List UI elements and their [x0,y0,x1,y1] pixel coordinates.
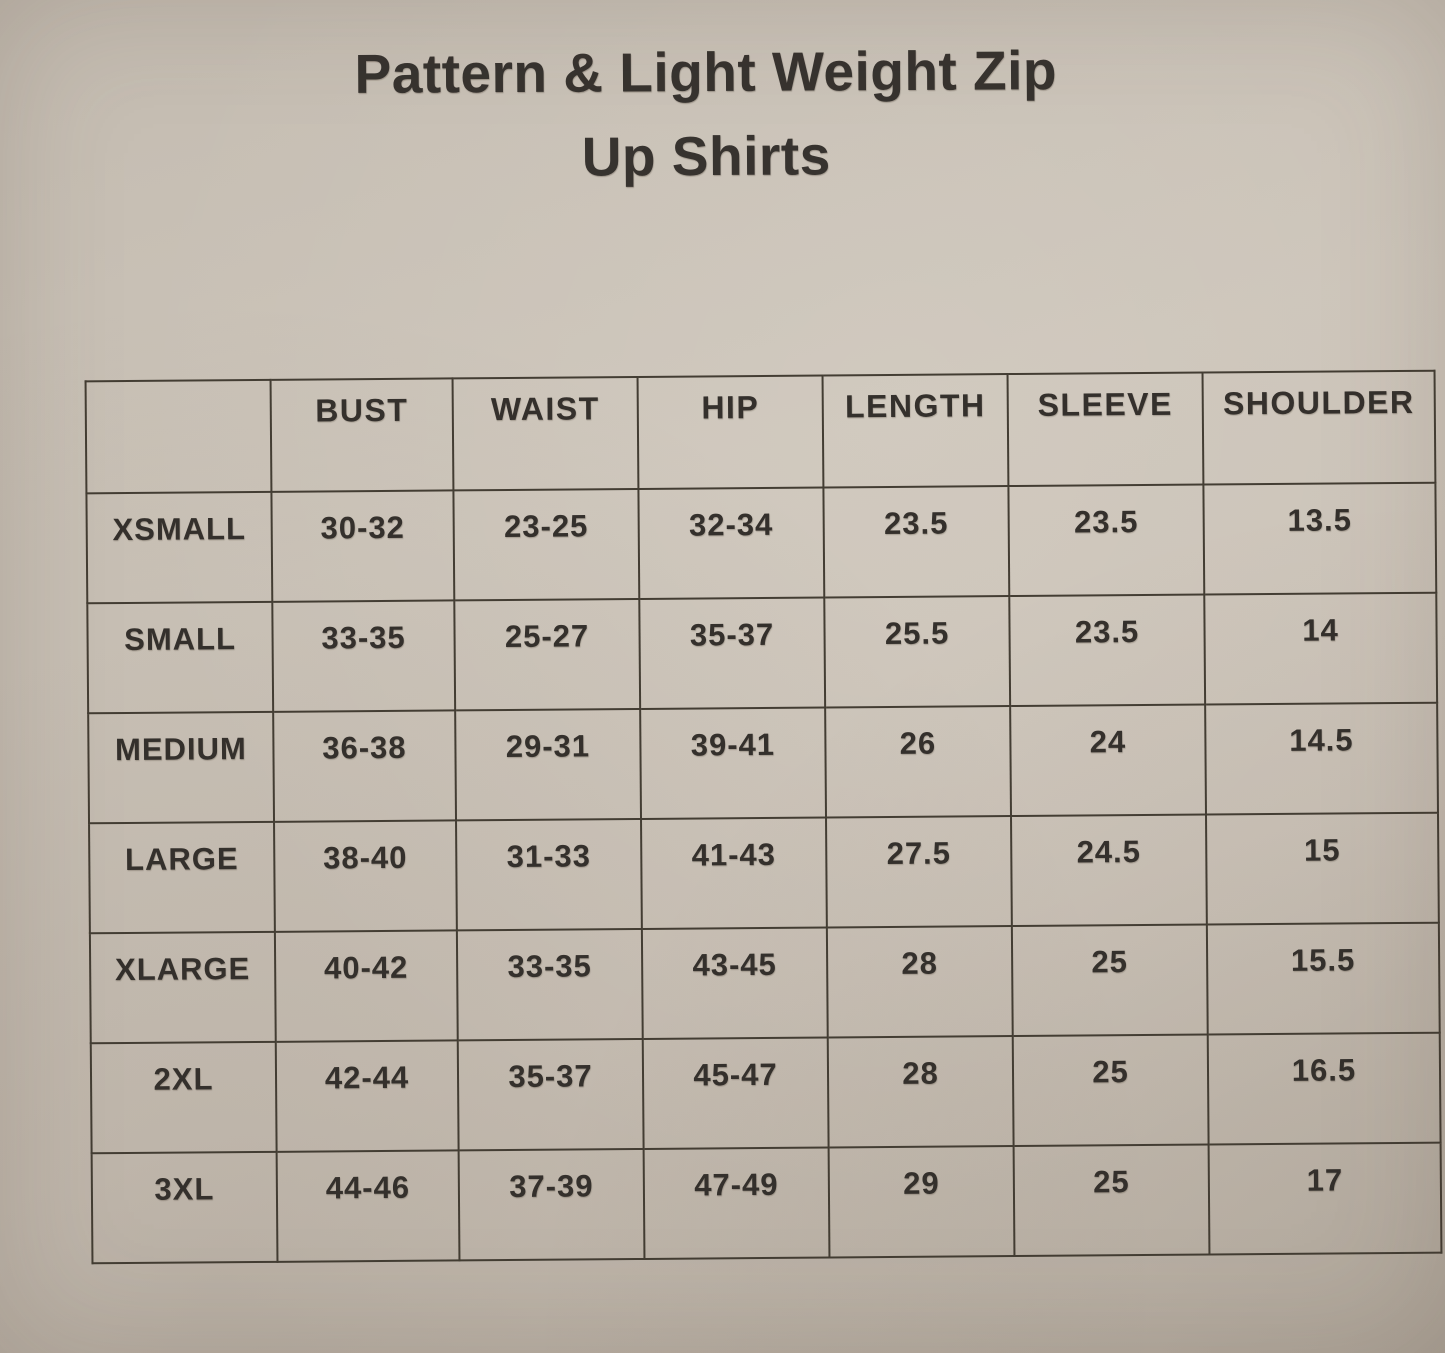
cell-sleeve: 23.5 [1009,595,1205,707]
header-cell-shoulder: SHOULDER [1203,371,1436,485]
cell-sleeve: 25 [1012,925,1208,1037]
size-chart-table [85,370,1443,1265]
page-title-line1: Pattern & Light Weight Zip [354,39,1058,105]
header-cell-sleeve: SLEEVE [1008,373,1204,487]
header-cell-hip: HIP [638,376,824,489]
header-cell-bust: BUST [271,378,454,491]
cell-length: 27.5 [826,816,1012,927]
cell-length: 25.5 [824,596,1010,707]
cell-bust: 30-32 [271,490,454,601]
size-row-large [89,813,1439,934]
page-title-line2: Up Shirts [581,124,831,188]
size-row-2xl [91,1033,1441,1154]
cell-waist: 33-35 [457,929,643,1040]
cell-hip: 43-45 [642,928,828,1039]
size-label: XLARGE [90,932,276,1043]
size-row-medium [88,703,1438,824]
cell-shoulder: 14.5 [1205,703,1438,815]
size-label: LARGE [89,822,275,933]
cell-shoulder: 17 [1209,1143,1442,1255]
cell-waist: 35-37 [458,1039,644,1150]
cell-hip: 32-34 [638,488,824,599]
cell-sleeve: 25 [1014,1145,1210,1257]
header-cell-waist: WAIST [453,377,639,490]
cell-shoulder: 16.5 [1208,1033,1441,1145]
cell-shoulder: 15.5 [1207,923,1440,1035]
cell-bust: 36-38 [273,710,456,821]
cell-hip: 35-37 [639,598,825,709]
cell-hip: 41-43 [641,818,827,929]
size-row-xlarge [90,923,1440,1044]
page-title [0,26,1412,201]
size-label: XSMALL [86,492,272,603]
cell-shoulder: 13.5 [1203,483,1436,595]
cell-hip: 47-49 [644,1147,830,1258]
size-row-xsmall [86,483,1436,604]
header-cell-length: LENGTH [823,374,1009,487]
size-label: SMALL [87,602,273,713]
cell-sleeve: 23.5 [1008,485,1204,597]
cell-length: 28 [828,1036,1014,1147]
cell-bust: 33-35 [272,600,455,711]
cell-waist: 31-33 [456,819,642,930]
cell-bust: 40-42 [275,930,458,1041]
cell-length: 29 [829,1146,1015,1257]
cell-bust: 44-46 [277,1150,460,1261]
size-label: MEDIUM [88,712,274,823]
cell-length: 26 [825,706,1011,817]
cell-bust: 38-40 [274,820,457,931]
cell-shoulder: 14 [1204,593,1437,705]
cell-waist: 29-31 [455,709,641,820]
cell-sleeve: 24.5 [1011,815,1207,927]
size-row-3xl [92,1143,1442,1264]
cell-shoulder: 15 [1206,813,1439,925]
cell-hip: 45-47 [643,1038,829,1149]
cell-sleeve: 25 [1013,1035,1209,1147]
cell-bust: 42-44 [276,1040,459,1151]
cell-hip: 39-41 [640,708,826,819]
cell-waist: 23-25 [453,489,639,600]
cell-sleeve: 24 [1010,705,1206,817]
size-label: 2XL [91,1042,277,1153]
header-row [86,371,1436,494]
cell-waist: 25-27 [454,599,640,710]
size-row-small [87,593,1437,714]
size-label: 3XL [92,1152,278,1263]
header-cell-size [86,380,272,493]
cell-length: 23.5 [823,486,1009,597]
cell-length: 28 [827,926,1013,1037]
cell-waist: 37-39 [459,1149,645,1260]
